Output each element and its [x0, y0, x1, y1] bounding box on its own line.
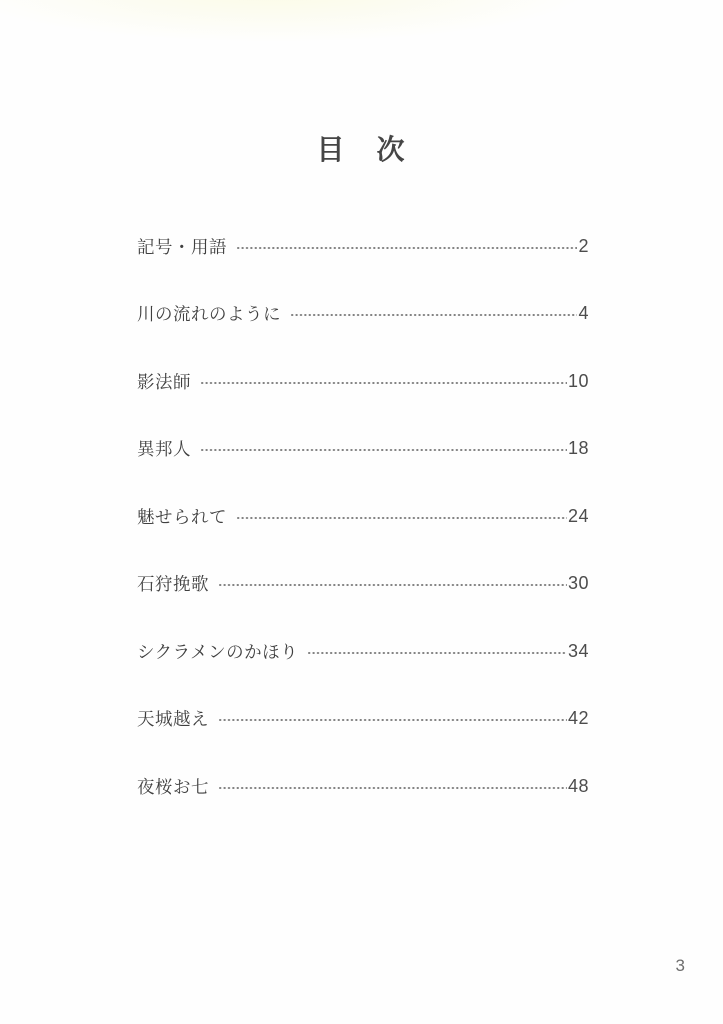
toc-entry-label: 川の流れのように [137, 304, 281, 324]
toc-entry-page-number: 4 [578, 303, 589, 323]
dotted-leader [237, 504, 567, 528]
toc-entry-label: 石狩挽歌 [137, 574, 209, 594]
toc-entry-label: 天城越え [137, 709, 209, 729]
toc-entry-label: 夜桜お七 [137, 776, 209, 797]
toc-entry [137, 572, 589, 596]
toc-entry-page-number: 42 [567, 708, 589, 728]
toc-entry [137, 437, 589, 461]
toc-entry-page-number: 24 [567, 505, 589, 526]
folio-page-number: 3 [675, 956, 685, 975]
toc-entry-page-number: 10 [567, 370, 589, 391]
dotted-leader [237, 234, 577, 258]
toc-entry [137, 774, 589, 798]
dotted-leader [219, 707, 567, 731]
dotted-leader [201, 437, 567, 461]
dotted-leader [308, 639, 567, 663]
toc-entry [137, 369, 589, 393]
toc-entry-label: 魅せられて [137, 506, 227, 527]
toc-list [137, 234, 589, 842]
toc-entry-page-number: 34 [567, 640, 589, 661]
toc-entry-page-number: 2 [578, 235, 589, 256]
toc-entry [137, 707, 589, 731]
toc-entry [137, 504, 589, 528]
toc-entry-label: 記号・用語 [137, 236, 227, 257]
toc-entry [137, 639, 589, 663]
toc-entry [137, 302, 589, 326]
toc-entry-label: 異邦人 [137, 439, 191, 459]
toc-entry-page-number: 18 [567, 438, 589, 458]
dotted-leader [219, 774, 567, 798]
toc-entry-page-number: 48 [567, 775, 589, 796]
dotted-leader [291, 302, 577, 326]
page-title: 目 次 [316, 134, 407, 165]
toc-entry-page-number: 30 [567, 573, 589, 593]
toc-entry-label: 影法師 [137, 371, 191, 392]
toc-entry [137, 234, 589, 258]
dotted-leader [201, 369, 567, 393]
toc-entry-label: シクラメンのかほり [137, 641, 299, 662]
dotted-leader [219, 572, 567, 596]
